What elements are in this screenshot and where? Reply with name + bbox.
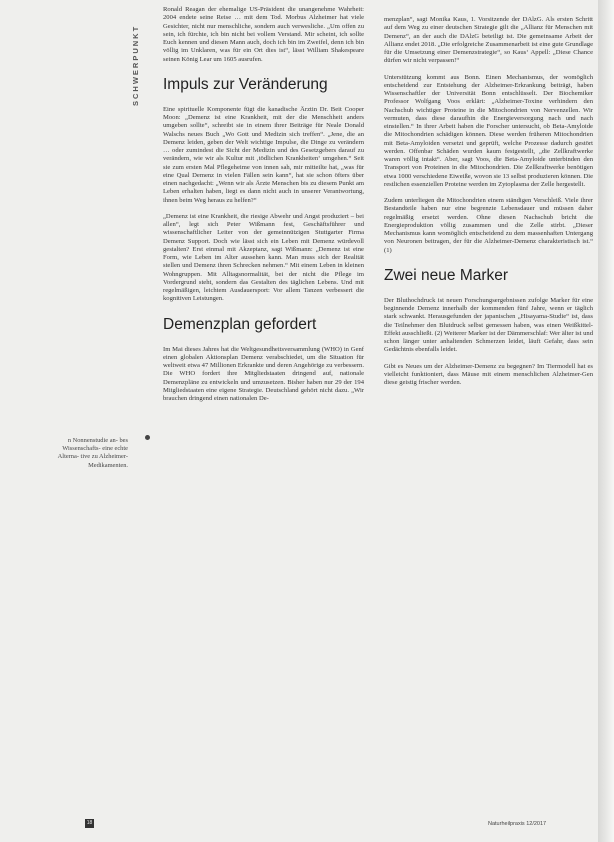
right-column [384,16,593,395]
heading: Impuls zur Veränderung [163,75,328,93]
paragraph: Gibt es Neues um der Alzheimer-Demenz zu begegnen? Im Tiermodell hat es vielleicht funktioniert, dass Mäuse mit einem menschlichen Alzheimer-Gen diese geistig frischer werden. [384,362,593,386]
paragraph: Zudem unterliegen die Mitochondrien einem ständigen Verschleiß. Viele ihrer Bestandteile haben nur eine begrenzte Lebensdauer und müssen daher regelmäßig ersetzt werden. Ohne diesen Nachschub bricht die Energieproduktion völlig zusammen und die Zelle stirbt. „Dieser Mechanismus kann womöglich entscheidend zu dem massenhaften Untergang von Neuronen beitragen, der für die Alzheimer-Demenz charakteristisch ist.“ (1) [384,197,593,254]
page-number: 18 [86,820,93,826]
margin-note: n Nonnenstudie an- bes Wissenschafts- eine echte Alterna- tive zu Alzheimer- Medikamenten. [57,437,128,469]
footer-magazine: Naturheilpraxis 12/2017 [488,821,547,827]
paragraph: „Demenz ist eine Krankheit, die riesige Abwehr und Angst produziert – bei allen“, legt sich Peter Wißmann fest, Geschäftsführer und wissenschaftlicher Leiter von der gemeinnützigen Stuttgarter Firma Demenz Support. Doch wie lässt sich ein Leben mit Demenz würdevoll gestalten? Erst einmal mit Akzeptanz, sagt Wißmann: „Demenz ist eine Form, wie Leben im Alter aussehen kann. Man muss sich der Realität stellen und Demenz ihren Schrecken nehmen.“ Mit einem Leben in kleinen Wohngruppen. Mit Alltagsnormalität, bei der nicht die Pflege im Vordergrund steht, sondern das Gestalten des täglichen Lebens. Und mit regelmäßigen, leichtem Ausdauersport: Vor allem Tanzen verbessert die kognitiven Leistungen. [163,212,364,303]
paragraph: Im Mai dieses Jahres hat die Weltgesundheitsversammlung (WHO) in Genf einen globalen Aktionsplan Demenz verabschiedet, um die Situation für weltweit etwa 47 Millionen Erkrankte und deren Angehörige zu verbessern. Die WHO fordert ihre Mitgliedstaaten dringend auf, nationale Demenzpläne zu entwickeln und umzusetzen. Bisher haben nur 29 der 194 Mitgliedstaaten eine eigene Strategie. Deutschland gehört nicht dazu. „Wir brauchen dringend einen nationalen De- [163,345,364,402]
left-column [163,6,364,411]
paragraph: Der Bluthochdruck ist neuen Forschungsergebnissen zufolge Marker für eine beginnende Demenz innerhalb der kommenden fünf Jahre, wenn er täglich stark schwankt. Herausgefunden der japanischen „Hisayama-Studie“ ist, dass die Teilnehmer den Blutdruck selbst gemessen haben, was einen Weißkittel-Effekt ausschließt. (2) Weiterer Marker ist der Dämmerschlaf: Wer älter ist und schon länger unter anhaltenden Schmerzen leidet, läuft Gefahr, dass sein Gedächtnis ebenfalls leidet. [384,296,593,354]
heading: Zwei neue Marker [384,266,509,284]
paragraph: menzplan“, sagt Monika Kaus, 1. Vorsitzende der DAlzG. Als ersten Schritt auf dem Weg zu einer deutschen Strategie gilt die „Allianz für Menschen mit Demenz“, an der auch die DAlzG beteiligt ist. Die gemeinsame Arbeit der Allianz endet 2018. „Die erfolgreiche Zusammenarbeit ist eine gute Grundlage für die Umsetzung einer Demenzstrategie“, so Kaus‘ Appell: „Diese Chance dürfen wir nicht verpassen!“ [384,16,593,65]
heading: Demenzplan gefordert [163,315,317,333]
paragraph: Ronald Reagan der ehemalige US-Präsident die unangenehme Wahrheit: 2004 endete seine Reise … mit dem Tod. Morbus Alzheimer hat viele Gesichter, nicht nur menschliche, sondern auch verwesliche. „Um offen zu sein, ich fürchte, ich bin nicht bei vollem Verstand. Mir scheint, ich sollte Euch kennen und diesen Mann auch, doch ich bin im Zweifel, denn ich bin völlig im Unklaren, was für ein Ort dies ist“, lässt William Shakespeare seinen König Lear um 1605 ausrufen. [163,6,364,63]
section-label: SCHWERPUNKT [131,24,140,106]
paragraph: Eine spirituelle Komponente fügt die kanadische Ärztin Dr. Beit Cooper Moon: „Demenz ist eine Krankheit, mit der die Menschheit anders umgeben sollte“, schreibt sie in einem ihrer Beiträge für Neale Donald Walschs neues Buch „Wo Gott und Medizin sich treffen“. „Jene, die an Demenz leiden, geben der Welt wichtige Impulse, die Dinge zu verändern … oder zumindest die Sicht der Medizin und des Gesetzgebers darauf zu verändern, wie wir als Kultur mit ‚tödlichen Krankheiten‘ umgehen.“ Seit sie zum ersten Mal Pflegeheime von innen sah, mir mitteilte hat, „was für eine Qual Demenz in vielen Fällen sein kann“, hat sie schon öfters über einen nachgedacht: „Wenn wir als Ärzte Menschen bis zu diesem Punkt am Leben erhalten haben, liegt es dann nicht auch in unserer Verantwortung, ihnen beim Weg heraus zu helfen?“ [163,105,364,204]
paragraph: Unterstützung kommt aus Bonn. Einen Mechanismus, der womöglich entscheidend zur Entstehung der Alzheimer-Erkrankung beiträgt, haben Wissenschaftler der Universität Bonn entschlüsselt. Der Biochemiker Professor Wolfgang Voos erklärt: „Alzheimer-Toxine verhindern den Nachschub wichtiger Proteine in die Mitochondrien von Nervenzellen. Wir vermuten, dass diese daraufhin die Energieversorgung nach und nach einstellen.“ In ihrer Arbeit haben die Forscher untersucht, ob Beta-Amyloide die Mitochondrien schädigen können. Diese werden früheren Mitochondrien mit Beta-Amyloiden versetzt und geprüft, welche Prozesse dadurch gestört werden. Offenbar Schäden wurden kaum festgestellt, „die Zellkraftwerke waren völlig intakt“. Aber, sagt Voos, die Beta-Amyloide unterbinden den Transport von Proteinen in die Mitochondrien. Die Zellkraftwerke benötigen etwa 1000 verschiedene Eiweiße, wovon sie 13 selbst produzieren können. Die restlichen essenziellen Proteine werden im Zytoplasma der Zelle hergestellt. [384,73,593,188]
margin-bullet-icon [145,435,150,440]
page-edge-shadow [598,0,614,842]
